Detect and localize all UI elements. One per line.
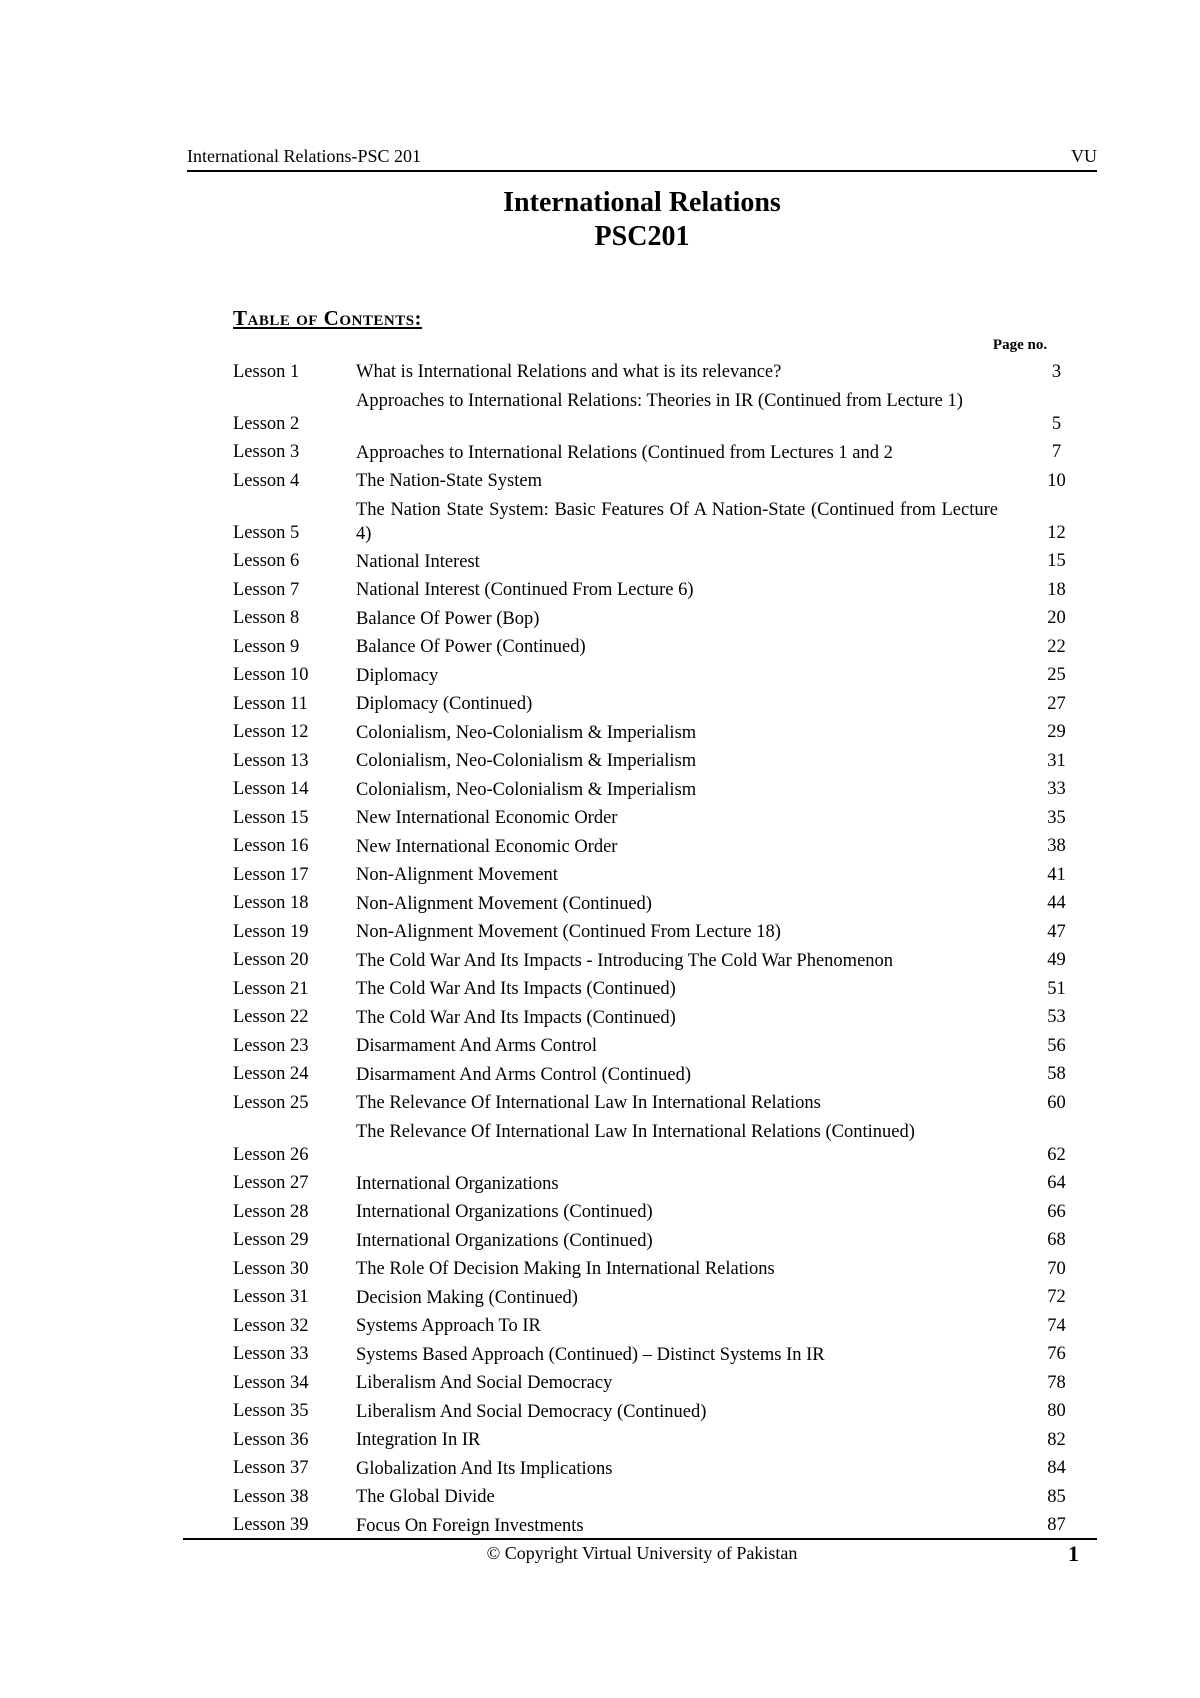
toc-row bbox=[233, 1369, 1080, 1398]
toc-lesson-label: Lesson 8 bbox=[233, 608, 300, 628]
toc-lesson-title: The Relevance Of International Law In International Relations bbox=[356, 1093, 821, 1113]
toc-row bbox=[233, 1227, 1080, 1256]
toc-lesson-title: Non-Alignment Movement (Continued From Lecture 18) bbox=[356, 922, 781, 942]
toc-lesson-label: Lesson 13 bbox=[233, 750, 309, 771]
toc-row bbox=[233, 747, 1080, 776]
toc-page-number: 25 bbox=[1047, 665, 1066, 685]
toc-lesson-label: Lesson 16 bbox=[233, 836, 309, 856]
toc-page-number: 3 bbox=[1051, 361, 1062, 382]
toc-row bbox=[233, 387, 1080, 439]
toc-row bbox=[233, 719, 1080, 748]
toc-lesson-title: Liberalism And Social Democracy (Continued) bbox=[356, 1401, 707, 1422]
toc-row bbox=[233, 1312, 1080, 1341]
toc-page-number: 15 bbox=[1047, 551, 1066, 571]
toc-lesson-label: Lesson 21 bbox=[233, 978, 309, 999]
toc-row bbox=[233, 662, 1080, 691]
toc-row bbox=[233, 548, 1080, 577]
toc-row bbox=[233, 1341, 1080, 1370]
toc-lesson-label: Lesson 26 bbox=[233, 1144, 309, 1165]
toc-lesson-title: The Role Of Decision Making In International Relations bbox=[356, 1259, 775, 1279]
toc-row bbox=[233, 776, 1080, 805]
toc-lesson-title: Colonialism, Neo-Colonialism & Imperialism bbox=[356, 722, 697, 743]
footer-rule bbox=[183, 1538, 1097, 1540]
toc-lesson-title: What is International Relations and what is its relevance? bbox=[356, 362, 782, 382]
toc-page-number: 47 bbox=[1047, 921, 1066, 942]
toc-page-number: 38 bbox=[1047, 836, 1066, 856]
running-header bbox=[187, 144, 1097, 172]
toc-lesson-title: Disarmament And Arms Control bbox=[356, 1036, 597, 1056]
toc-page-number: 10 bbox=[1047, 470, 1066, 491]
toc-lesson-label: Lesson 14 bbox=[233, 779, 309, 799]
toc-page-number: 78 bbox=[1047, 1372, 1066, 1393]
toc-lesson-label: Lesson 6 bbox=[233, 551, 300, 571]
toc-row bbox=[233, 439, 1080, 468]
toc-lesson-label: Lesson 17 bbox=[233, 864, 309, 885]
toc-row bbox=[233, 1198, 1080, 1227]
toc-row bbox=[233, 1398, 1080, 1427]
toc-lesson-label: Lesson 36 bbox=[233, 1429, 309, 1450]
toc-lesson-label: Lesson 33 bbox=[233, 1344, 309, 1364]
toc-page-number: 7 bbox=[1051, 442, 1062, 462]
toc-lesson-title: The Nation State System: Basic Features Of A Nation-State (Continued from Lecture 4) bbox=[356, 499, 998, 544]
document-title bbox=[187, 186, 1097, 254]
toc-row bbox=[233, 833, 1080, 862]
toc-row bbox=[233, 1455, 1080, 1484]
toc-row bbox=[233, 975, 1080, 1004]
toc-lesson-title: New International Economic Order bbox=[356, 836, 618, 857]
toc-heading: Table of Contents: bbox=[233, 306, 423, 330]
toc-lesson-label: Lesson 2 bbox=[233, 413, 300, 434]
toc-page-number: 60 bbox=[1047, 1092, 1066, 1113]
toc-lesson-title: The Cold War And Its Impacts (Continued) bbox=[356, 979, 676, 999]
toc-lesson-title: Non-Alignment Movement (Continued) bbox=[356, 893, 652, 914]
toc-lesson-title: International Organizations (Continued) bbox=[356, 1230, 653, 1251]
toc-lesson-label: Lesson 19 bbox=[233, 921, 309, 942]
toc-lesson-title: The Relevance Of International Law In International Relations (Continued) bbox=[356, 1121, 915, 1142]
toc-lesson-title: Colonialism, Neo-Colonialism & Imperialism bbox=[356, 751, 697, 771]
toc-row bbox=[233, 1004, 1080, 1033]
toc-lesson-title: The Cold War And Its Impacts - Introducing The Cold War Phenomenon bbox=[356, 950, 894, 971]
toc-lesson-title: Liberalism And Social Democracy bbox=[356, 1373, 613, 1393]
toc-row bbox=[233, 1089, 1080, 1118]
toc-page-number: 5 bbox=[1051, 413, 1062, 434]
toc-lesson-title: Approaches to International Relations (Continued from Lectures 1 and 2 bbox=[356, 442, 893, 463]
toc-page-number: 33 bbox=[1047, 779, 1066, 799]
toc-page-number: 64 bbox=[1047, 1173, 1066, 1193]
toc-row bbox=[233, 1483, 1080, 1512]
toc-lesson-label: Lesson 29 bbox=[233, 1230, 309, 1250]
toc-page-number: 20 bbox=[1047, 608, 1066, 628]
toc-page-number: 49 bbox=[1047, 950, 1066, 970]
toc-row bbox=[233, 1118, 1080, 1170]
toc-page-number: 53 bbox=[1047, 1007, 1066, 1027]
toc-row bbox=[233, 358, 1080, 387]
toc-page-number: 22 bbox=[1047, 636, 1066, 657]
toc-page-number: 87 bbox=[1047, 1515, 1066, 1535]
toc-row bbox=[233, 890, 1080, 919]
toc-page-number: 44 bbox=[1047, 893, 1066, 913]
footer-copyright: © Copyright Virtual University of Pakistan bbox=[486, 1543, 798, 1563]
toc-lesson-label: Lesson 12 bbox=[233, 722, 309, 742]
toc-page-number: 56 bbox=[1047, 1035, 1066, 1056]
toc-row bbox=[233, 947, 1080, 976]
toc-page-number: 18 bbox=[1047, 579, 1066, 600]
toc-lesson-label: Lesson 7 bbox=[233, 579, 300, 600]
toc-lesson-label: Lesson 18 bbox=[233, 893, 309, 913]
toc-lesson-label: Lesson 37 bbox=[233, 1458, 309, 1478]
toc-lesson-title: The Global Divide bbox=[356, 1487, 495, 1507]
toc-lesson-label: Lesson 31 bbox=[233, 1287, 309, 1307]
toc-lesson-label: Lesson 27 bbox=[233, 1173, 309, 1193]
toc-row bbox=[233, 861, 1080, 890]
toc-lesson-title: Diplomacy (Continued) bbox=[356, 694, 533, 714]
toc-lesson-label: Lesson 38 bbox=[233, 1486, 309, 1507]
toc-lesson-label: Lesson 20 bbox=[233, 950, 309, 970]
toc-page-number: 66 bbox=[1047, 1201, 1066, 1222]
toc-page-number: 58 bbox=[1047, 1064, 1066, 1084]
toc-page-number: 62 bbox=[1047, 1144, 1066, 1165]
toc-row bbox=[233, 690, 1080, 719]
toc-row bbox=[233, 605, 1080, 634]
toc-lesson-label: Lesson 39 bbox=[233, 1515, 309, 1535]
toc-lesson-title: National Interest (Continued From Lecture 6) bbox=[356, 580, 694, 600]
toc-row bbox=[233, 1032, 1080, 1061]
toc-page-number: 31 bbox=[1047, 750, 1066, 771]
toc-row bbox=[233, 1061, 1080, 1090]
header-institution: VU bbox=[1071, 146, 1097, 166]
toc-page-number: 41 bbox=[1047, 864, 1066, 885]
toc-lesson-label: Lesson 23 bbox=[233, 1035, 309, 1056]
toc-lesson-title: Disarmament And Arms Control (Continued) bbox=[356, 1064, 692, 1085]
toc-lesson-title: The Nation-State System bbox=[356, 471, 542, 491]
toc-lesson-title: Balance Of Power (Continued) bbox=[356, 637, 586, 657]
toc-lesson-title: Integration In IR bbox=[356, 1430, 481, 1450]
document-title-line1: International Relations bbox=[503, 187, 781, 218]
toc-row bbox=[233, 467, 1080, 496]
toc-page-number: 70 bbox=[1047, 1258, 1066, 1279]
toc-lesson-label: Lesson 34 bbox=[233, 1372, 309, 1393]
toc-row bbox=[233, 1284, 1080, 1313]
toc-lesson-label: Lesson 3 bbox=[233, 442, 300, 462]
toc-lesson-label: Lesson 9 bbox=[233, 636, 300, 657]
toc-page-number: 76 bbox=[1047, 1344, 1066, 1364]
toc-page-number: 68 bbox=[1047, 1230, 1066, 1250]
toc-lesson-label: Lesson 10 bbox=[233, 665, 309, 685]
toc-row bbox=[233, 1170, 1080, 1199]
toc-lesson-label: Lesson 32 bbox=[233, 1315, 309, 1336]
header-course-title: International Relations-PSC 201 bbox=[187, 146, 421, 166]
toc-page-number: 51 bbox=[1047, 978, 1066, 999]
toc-row bbox=[233, 804, 1080, 833]
toc-lesson-title: Decision Making (Continued) bbox=[356, 1287, 578, 1308]
toc-lesson-label: Lesson 30 bbox=[233, 1258, 309, 1279]
toc-lesson-title: Diplomacy bbox=[356, 665, 439, 686]
toc-page-number: 12 bbox=[1047, 522, 1066, 543]
toc-lesson-label: Lesson 25 bbox=[233, 1092, 309, 1113]
toc-lesson-title: Approaches to International Relations: Theories in IR (Continued from Lecture 1) bbox=[356, 390, 963, 411]
toc-page-number: 80 bbox=[1047, 1401, 1066, 1421]
toc-page-number: 72 bbox=[1047, 1287, 1066, 1307]
toc-row bbox=[233, 1426, 1080, 1455]
toc-row bbox=[233, 918, 1080, 947]
toc-page-number: 29 bbox=[1047, 722, 1066, 742]
toc-lesson-title: Systems Based Approach (Continued) – Distinct Systems In IR bbox=[356, 1344, 825, 1365]
document-title-line2: PSC201 bbox=[594, 221, 690, 252]
toc-page-number: 74 bbox=[1047, 1315, 1066, 1336]
toc-page-number: 85 bbox=[1047, 1486, 1066, 1507]
toc-lesson-title: National Interest bbox=[356, 551, 480, 572]
toc-lesson-label: Lesson 24 bbox=[233, 1064, 309, 1084]
toc-lesson-label: Lesson 15 bbox=[233, 807, 309, 828]
toc-lesson-label: Lesson 1 bbox=[233, 361, 300, 382]
toc-lesson-title: International Organizations (Continued) bbox=[356, 1202, 653, 1222]
toc-row bbox=[233, 576, 1080, 605]
toc-lesson-title: Non-Alignment Movement bbox=[356, 865, 558, 885]
toc-row bbox=[233, 496, 1080, 548]
page-no-column-header: Page no. bbox=[992, 337, 1048, 353]
toc-lesson-title: Balance Of Power (Bop) bbox=[356, 608, 540, 629]
toc-lesson-title: The Cold War And Its Impacts (Continued) bbox=[356, 1007, 676, 1028]
footer-page-number: 1 bbox=[1068, 1541, 1079, 1566]
toc-lesson-label: Lesson 5 bbox=[233, 522, 300, 543]
toc-lesson-title: Focus On Foreign Investments bbox=[356, 1515, 584, 1536]
toc-lesson-label: Lesson 35 bbox=[233, 1401, 309, 1421]
toc-lesson-title: International Organizations bbox=[356, 1173, 559, 1194]
toc-lesson-label: Lesson 22 bbox=[233, 1007, 309, 1027]
toc-lesson-label: Lesson 11 bbox=[233, 693, 308, 714]
toc-lesson-label: Lesson 28 bbox=[233, 1201, 309, 1222]
toc-page-number: 27 bbox=[1047, 693, 1066, 714]
toc-lesson-label: Lesson 4 bbox=[233, 470, 300, 491]
toc-lesson-title: New International Economic Order bbox=[356, 808, 618, 828]
toc-page-number: 84 bbox=[1047, 1458, 1066, 1478]
toc-page-number: 35 bbox=[1047, 807, 1066, 828]
toc-row bbox=[233, 633, 1080, 662]
table-of-contents bbox=[233, 358, 1080, 1540]
toc-lesson-title: Systems Approach To IR bbox=[356, 1316, 541, 1336]
toc-row bbox=[233, 1255, 1080, 1284]
toc-lesson-title: Globalization And Its Implications bbox=[356, 1458, 613, 1479]
toc-lesson-title: Colonialism, Neo-Colonialism & Imperialism bbox=[356, 779, 697, 800]
toc-row bbox=[233, 1512, 1080, 1541]
toc-page-number: 82 bbox=[1047, 1429, 1066, 1450]
